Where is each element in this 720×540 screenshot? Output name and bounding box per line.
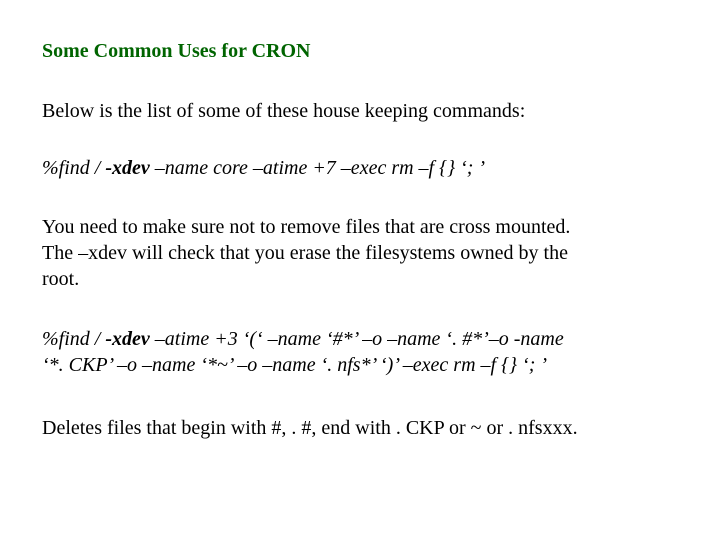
cross-mount-note — [42, 214, 692, 292]
command-2-line-1 — [42, 326, 692, 352]
command-2-rest: –atime +3 ‘(‘ –name ‘#*’ –o –name ‘. #*’–o -name — [149, 328, 564, 350]
command-1-rest: –name core –atime +7 –exec rm –f {} ‘; ’ — [149, 157, 486, 179]
deletes-note: Deletes files that begin with #, . #, end with . CKP or ~ or . nfsxxx. — [42, 417, 578, 439]
command-1-prefix: %find / — [42, 157, 106, 179]
cross-mount-note-line-1: You need to make sure not to remove files that are cross mounted. — [42, 216, 571, 238]
command-1-flag: -xdev — [105, 157, 150, 179]
cross-mount-note-line-2: The –xdev will check that you erase the filesystems owned by the — [42, 242, 568, 264]
command-example-2 — [42, 326, 692, 378]
command-2-prefix: %find / — [42, 328, 106, 350]
cross-mount-note-line-3: root. — [42, 268, 80, 290]
command-example-1 — [42, 155, 692, 181]
command-2-flag: -xdev — [105, 328, 150, 350]
command-2-line-2: ‘*. CKP’ –o –name ‘*~’ –o –name ‘. nfs*’ ‘)’ –exec rm –f {} ‘; ’ — [42, 354, 548, 376]
intro-text: Below is the list of some of these house keeping commands: — [42, 100, 526, 122]
slide-title: Some Common Uses for CRON — [42, 40, 311, 62]
